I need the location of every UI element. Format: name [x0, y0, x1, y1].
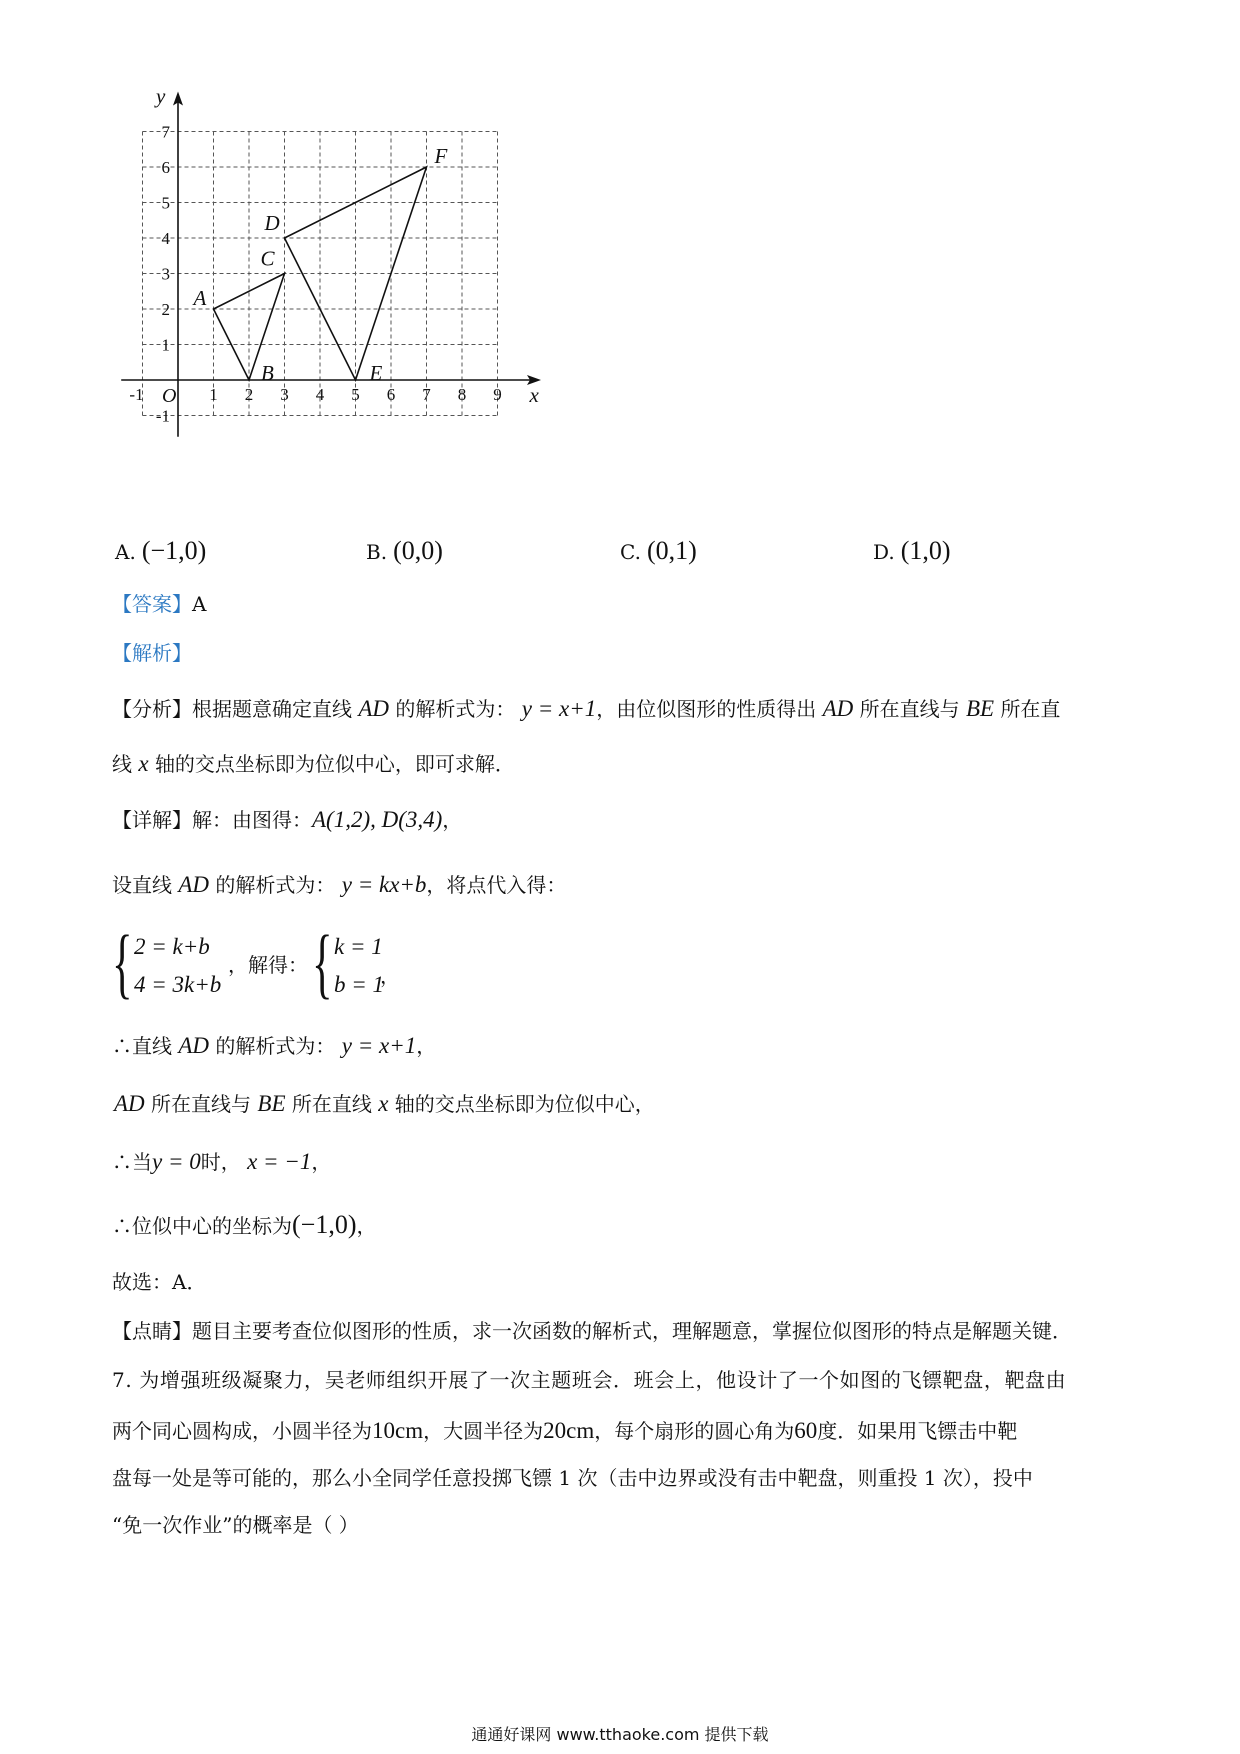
math: y = x+1 [341, 1033, 417, 1058]
x-tick-label: -1 [129, 385, 144, 404]
x-tick-label: 1 [209, 385, 218, 404]
therefore-line-1 [112, 1034, 436, 1057]
fenxi-tag: 【分析】 [112, 697, 192, 721]
text: ， [311, 1150, 332, 1174]
math: y = kx+b [341, 872, 427, 897]
tick-labels [129, 84, 539, 425]
text: 的解析式为： [395, 697, 516, 721]
left-brace: { [112, 919, 133, 1006]
text: 根据题意确定直线 [192, 697, 352, 721]
text: ∴位似中心的坐标为 [112, 1214, 292, 1238]
analysis-line-2 [112, 752, 515, 775]
math: AD [178, 1033, 210, 1058]
grid-lines [143, 132, 498, 416]
text: ， [416, 1034, 437, 1058]
choose-line: 故选：A． [112, 1270, 207, 1294]
math: BE [965, 696, 995, 721]
text: 的解析式为： [215, 873, 336, 897]
math: x [378, 1091, 389, 1116]
y-axis-label: y [156, 84, 166, 109]
system-end: ， [380, 964, 400, 988]
option-d[interactable] [873, 536, 951, 566]
y-tick-label: 4 [161, 229, 170, 248]
math: y = x+1 [521, 696, 597, 721]
math: y = 0 [152, 1149, 201, 1174]
text: 所在直线 [291, 1092, 372, 1116]
text: 的解析式为： [215, 1034, 336, 1058]
x-tick-label: 7 [422, 385, 431, 404]
q7-line-1: 7. 为增强班级凝聚力，吴老师组织开展了一次主题班会．班会上，他设计了一个如图的飞镖靶盘，靶盘由 [112, 1368, 1067, 1392]
option-value: (0,0) [393, 536, 443, 565]
axes [121, 92, 541, 437]
q7-line-2 [112, 1419, 1017, 1442]
math: 20cm [543, 1418, 595, 1443]
x-tick-label: 2 [244, 385, 254, 404]
y-tick-label: 1 [161, 335, 170, 355]
xiangjie-tag: 【详解】 [112, 808, 192, 832]
text: 轴的交点坐标即为位似中心，即可求解． [154, 752, 515, 776]
math: 60 [794, 1418, 818, 1443]
text: ∴直线 [112, 1034, 172, 1058]
text: ， [356, 1214, 377, 1238]
analysis-line-1 [112, 697, 1060, 720]
text: ，将点代入得： [426, 873, 567, 897]
ad-be-line [114, 1092, 655, 1115]
math: A(1,2), D(3,4) [312, 807, 443, 832]
left-brace: { [312, 919, 333, 1006]
y-tick-label: 5 [161, 193, 170, 213]
equation-2: 4 = 3k+b [134, 972, 222, 997]
option-letter: D. [873, 540, 895, 564]
text: ，由位似图形的性质得出 [596, 697, 817, 721]
point-label-f: F [434, 144, 448, 168]
text: 设直线 [112, 873, 172, 897]
y-tick-label: 7 [161, 122, 170, 142]
text: 解：由图得： [192, 808, 312, 832]
text: 题目主要考查位似图形的性质，求一次函数的解析式，理解题意，掌握位似图形的特点是解题关键． [192, 1319, 1072, 1343]
text: ， [442, 808, 463, 832]
math: AD [178, 872, 210, 897]
math: BE [257, 1091, 286, 1116]
option-letter: C. [620, 540, 641, 564]
option-value: (0,1) [646, 536, 697, 565]
text: 轴的交点坐标即为位似中心， [394, 1092, 655, 1116]
y-tick-label: 3 [161, 264, 170, 284]
point-label-c: C [260, 246, 275, 271]
x-tick-label: 3 [280, 385, 289, 404]
x-tick-label: 9 [493, 385, 502, 404]
option-letter: B. [366, 540, 388, 564]
option-value: (1,0) [900, 536, 951, 565]
x-axis-label: x [529, 383, 539, 407]
equation-1: 2 = k+b [134, 934, 210, 959]
detail-line [112, 808, 462, 831]
text: 所在直 [1000, 697, 1061, 721]
x-tick-label: 4 [315, 385, 325, 404]
math: AD [822, 696, 854, 721]
text: 两个同心圆构成，小圆半径为 [112, 1419, 372, 1443]
text: 时， [200, 1150, 241, 1174]
math: 10cm [372, 1418, 424, 1443]
point-label-b: B [261, 361, 274, 385]
x-tick-label: 5 [351, 385, 360, 404]
solution-1: k = 1 [334, 934, 383, 959]
q7-line-4: “免一次作业”的概率是（ ） [112, 1513, 359, 1537]
text: ，大圆半径为 [423, 1419, 544, 1443]
text: 线 [112, 752, 132, 776]
footer: 通通好课网 www.tthaoke.com 提供下载 [471, 1725, 769, 1744]
answer-line [112, 594, 206, 614]
option-c[interactable] [620, 536, 697, 566]
therefore-line-3 [112, 1212, 376, 1238]
option-value: (−1,0) [141, 536, 207, 565]
origin-label: O [162, 385, 177, 407]
math: x [138, 751, 149, 776]
y-tick-label: -1 [155, 406, 170, 426]
set-line [112, 873, 566, 896]
text: ∴当 [112, 1150, 152, 1174]
option-a[interactable] [115, 536, 206, 566]
math: x = −1 [247, 1149, 312, 1174]
answer-tag: 【答案】 [112, 592, 192, 616]
math: (−1,0) [292, 1210, 357, 1239]
x-tick-label: 8 [457, 385, 467, 404]
dianjing-line [112, 1321, 1072, 1341]
text: 所在直线与 [859, 697, 960, 721]
q7-line-3: 盘每一处是等可能的，那么小全同学任意投掷飞镖 1 次（击中边界或没有击中靶盘，则重投 1 次），投中 [112, 1466, 1033, 1490]
point-label-d: D [264, 211, 280, 235]
math: AD [114, 1091, 145, 1116]
therefore-line-2 [112, 1150, 331, 1173]
solve-label: ，解得： [228, 953, 308, 977]
point-label-e: E [369, 361, 383, 385]
y-tick-label: 2 [161, 300, 170, 319]
option-b[interactable] [366, 536, 443, 566]
text: 度．如果用飞镖击中靶 [817, 1419, 1018, 1443]
dianjing-tag: 【点睛】 [112, 1319, 192, 1343]
text: ，每个扇形的圆心角为 [594, 1419, 795, 1443]
analysis-tag: 【解析】 [112, 641, 192, 665]
math: AD [358, 696, 390, 721]
option-letter: A. [115, 540, 136, 564]
y-tick-label: 6 [161, 158, 170, 177]
x-tick-label: 6 [386, 385, 396, 404]
solution-2: b = 1 [334, 972, 385, 997]
point-label-a: A [193, 286, 207, 310]
text: 所在直线与 [151, 1092, 252, 1116]
answer-text: A [192, 592, 207, 616]
coordinate-figure [110, 84, 539, 480]
